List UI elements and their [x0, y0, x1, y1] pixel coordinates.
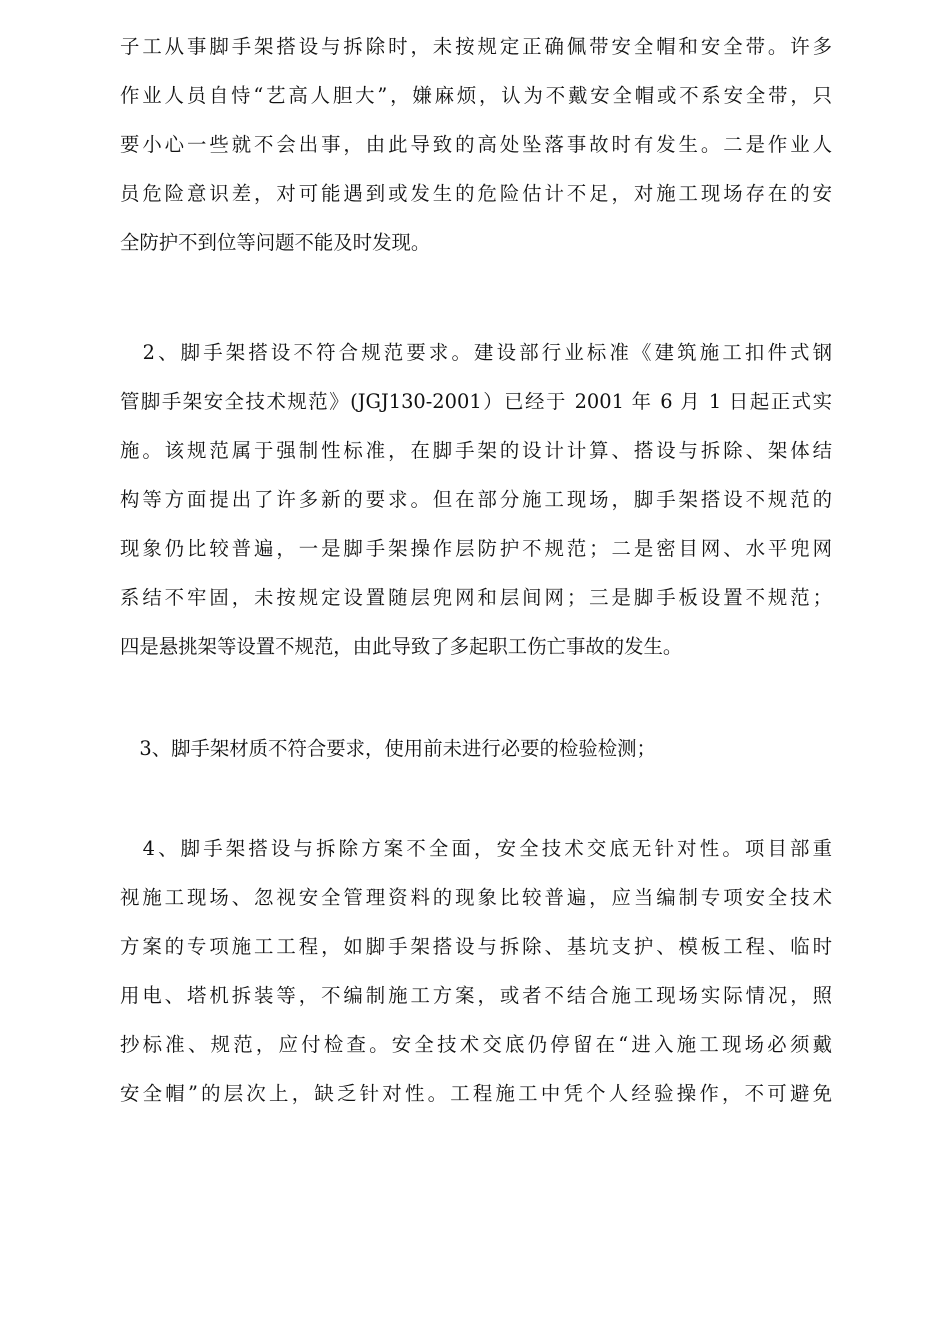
text-line: 管脚手架安全技术规范》(JGJ130-2001）已经于 2001 年 6 月 1 日起正式实	[120, 390, 832, 413]
text-line: 系结不牢固，未按规定设置随层兜网和层间网；三是脚手板设置不规范；	[120, 586, 832, 609]
text-line: 2、脚手架搭设不符合规范要求。建设部行业标准《建筑施工扣件式钢	[120, 341, 832, 364]
text-line: 安全帽”的层次上，缺乏针对性。工程施工中凭个人经验操作，不可避免	[120, 1082, 832, 1105]
paragraph-1-continued	[120, 22, 832, 267]
text-line: 抄标准、规范，应付检查。安全技术交底仍停留在“进入施工现场必须戴	[120, 1033, 832, 1056]
text-line: 用电、塔机拆装等，不编制施工方案，或者不结合施工现场实际情况，照	[120, 984, 832, 1007]
text-line: 方案的专项施工工程，如脚手架搭设与拆除、基坑支护、模板工程、临时	[120, 935, 832, 958]
text-line: 现象仍比较普遍，一是脚手架操作层防护不规范；二是密目网、水平兜网	[120, 537, 832, 560]
text-line: 全防护不到位等问题不能及时发现。	[120, 231, 431, 254]
text-line: 员危险意识差，对可能遇到或发生的危险估计不足，对施工现场存在的安	[120, 182, 832, 205]
paragraph-3-scaffold-material	[120, 724, 832, 773]
text-line: 3、脚手架材质不符合要求，使用前未进行必要的检验检测；	[120, 737, 656, 760]
text-line: 4、脚手架搭设与拆除方案不全面，安全技术交底无针对性。项目部重	[120, 837, 832, 860]
paragraph-4-scaffold-plan	[120, 824, 832, 1118]
paragraph-2-scaffold-standard	[120, 328, 832, 671]
text-line: 构等方面提出了许多新的要求。但在部分施工现场，脚手架搭设不规范的	[120, 488, 832, 511]
text-line: 子工从事脚手架搭设与拆除时，未按规定正确佩带安全帽和安全带。许多	[120, 35, 832, 58]
text-line: 施。该规范属于强制性标准，在脚手架的设计计算、搭设与拆除、架体结	[120, 439, 832, 462]
text-line: 视施工现场、忽视安全管理资料的现象比较普遍，应当编制专项安全技术	[120, 886, 832, 909]
text-line: 四是悬挑架等设置不规范，由此导致了多起职工伤亡事故的发生。	[120, 635, 683, 658]
text-line: 作业人员自恃“艺高人胆大”，嫌麻烦，认为不戴安全帽或不系安全带，只	[120, 84, 832, 107]
text-line: 要小心一些就不会出事，由此导致的高处坠落事故时有发生。二是作业人	[120, 133, 832, 156]
